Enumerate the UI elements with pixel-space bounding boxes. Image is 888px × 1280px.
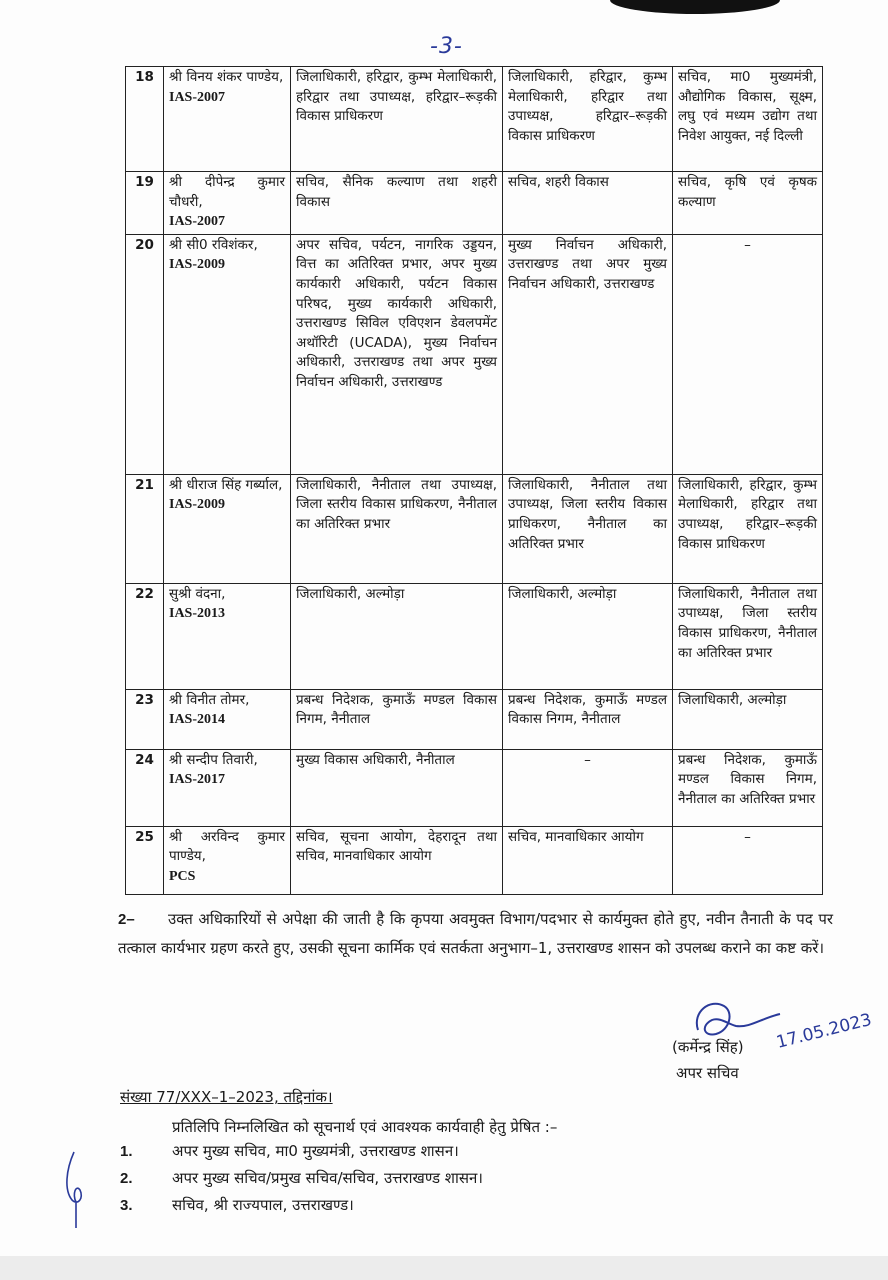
- officer-cell: [164, 234, 291, 474]
- table-row: [126, 583, 823, 689]
- table-row: [126, 234, 823, 474]
- new-post: सचिव, मा0 मुख्यमंत्री, औद्योगिक विकास, सूक्ष्म, लघु एवं मध्यम उद्योग तथा निवेश आयुक्त, नई दिल्ली: [673, 67, 823, 172]
- table-row: [126, 474, 823, 583]
- item-text: सचिव, श्री राज्यपाल, उत्तराखण्ड।: [172, 1196, 354, 1214]
- new-post: जिलाधिकारी, नैनीताल तथा उपाध्यक्ष, जिला स्तरीय विकास प्राधिकरण, नैनीताल का अतिरिक्त प्रभार: [673, 583, 823, 689]
- instruction-paragraph: [118, 905, 833, 962]
- scan-artifact: [610, 0, 780, 14]
- list-item: [120, 1192, 483, 1219]
- row-number: 25: [126, 826, 164, 894]
- transfer-table: [125, 66, 823, 895]
- current-post: सचिव, सैनिक कल्याण तथा शहरी विकास: [291, 172, 503, 235]
- officer-service: IAS-2014: [169, 712, 226, 728]
- page-number: -3-: [430, 34, 463, 59]
- current-post: जिलाधिकारी, नैनीताल तथा उपाध्यक्ष, जिला स्तरीय विकास प्राधिकरण, नैनीताल का अतिरिक्त प्रभार: [291, 474, 503, 583]
- officer-service: IAS-2017: [169, 772, 226, 788]
- officer-name: श्री अरविन्द कुमार पाण्डेय,: [169, 828, 285, 865]
- signatory-name: (कर्मेन्द्र सिंह): [672, 1038, 744, 1056]
- relieved-post: जिलाधिकारी, नैनीताल तथा उपाध्यक्ष, जिला स्तरीय विकास प्राधिकरण, नैनीताल का अतिरिक्त प्रभार: [503, 474, 673, 583]
- reference-number: संख्या 77/XXX–1–2023, तद्दिनांक।: [120, 1088, 333, 1106]
- officer-service: IAS-2007: [169, 89, 226, 105]
- officer-service: PCS: [169, 868, 196, 884]
- table-row: [126, 826, 823, 894]
- row-number: 20: [126, 234, 164, 474]
- officer-cell: [164, 749, 291, 826]
- row-number: 23: [126, 689, 164, 749]
- table-row: [126, 67, 823, 172]
- relieved-post: –: [503, 749, 673, 826]
- item-number: 3.: [120, 1197, 133, 1214]
- officer-name: श्री विनय शंकर पाण्डेय,: [169, 69, 284, 85]
- signature-date: 17.05.2023: [774, 1009, 874, 1053]
- copy-list: [120, 1138, 483, 1219]
- item-number: 1.: [120, 1143, 133, 1160]
- relieved-post: मुख्य निर्वाचन अधिकारी, उत्तराखण्ड तथा अपर मुख्य निर्वाचन अधिकारी, उत्तराखण्ड: [503, 234, 673, 474]
- row-number: 18: [126, 67, 164, 172]
- officer-cell: [164, 172, 291, 235]
- table-row: [126, 689, 823, 749]
- relieved-post: सचिव, शहरी विकास: [503, 172, 673, 235]
- list-item: [120, 1138, 483, 1165]
- officer-service: IAS-2009: [169, 497, 226, 513]
- row-number: 22: [126, 583, 164, 689]
- new-post: –: [673, 234, 823, 474]
- item-text: अपर मुख्य सचिव, मा0 मुख्यमंत्री, उत्तराखण्ड शासन।: [172, 1142, 459, 1160]
- officer-service: IAS-2009: [169, 257, 226, 273]
- paragraph-number: 2–: [118, 911, 135, 928]
- table-row: [126, 172, 823, 235]
- officer-name: सुश्री वंदना,: [169, 585, 226, 602]
- item-text: अपर मुख्य सचिव/प्रमुख सचिव/सचिव, उत्तराखण्ड शासन।: [172, 1169, 483, 1187]
- new-post: –: [673, 826, 823, 894]
- officer-cell: [164, 583, 291, 689]
- table-row: [126, 749, 823, 826]
- officer-name: श्री धीराज सिंह गर्ब्याल,: [169, 476, 283, 493]
- current-post: सचिव, सूचना आयोग, देहरादून तथा सचिव, मानवाधिकार आयोग: [291, 826, 503, 894]
- new-post: जिलाधिकारी, हरिद्वार, कुम्भ मेलाधिकारी, हरिद्वार तथा उपाध्यक्ष, हरिद्वार–रूड़की विकास प्राधिकरण: [673, 474, 823, 583]
- officer-service: IAS-2007: [169, 214, 226, 230]
- relieved-post: जिलाधिकारी, हरिद्वार, कुम्भ मेलाधिकारी, हरिद्वार तथा उपाध्यक्ष, हरिद्वार–रूड़की विकास प्राधिकरण: [503, 67, 673, 172]
- row-number: 24: [126, 749, 164, 826]
- officer-service: IAS-2013: [169, 606, 226, 622]
- current-post: अपर सचिव, पर्यटन, नागरिक उड्डयन, वित्त का अतिरिक्त प्रभार, अपर मुख्य कार्यकारी अधिकारी, पर्यटन विकास परिषद, मुख्य कार्यकारी अधिकारी, उत्तराखण्ड सिविल एविएशन डेवलपमेंट अथॉरिटी (UCADA), मुख्य निर्वाचन अधिकारी, उत्तराखण्ड तथा अपर मुख्य निर्वाचन अधिकारी, उत्तराखण्ड: [291, 234, 503, 474]
- scan-bottom-edge: [0, 1256, 888, 1280]
- current-post: मुख्य विकास अधिकारी, नैनीताल: [291, 749, 503, 826]
- relieved-post: सचिव, मानवाधिकार आयोग: [503, 826, 673, 894]
- new-post: प्रबन्ध निदेशक, कुमाऊँ मण्डल विकास निगम, नैनीताल का अतिरिक्त प्रभार: [673, 749, 823, 826]
- item-number: 2.: [120, 1170, 133, 1187]
- row-number: 19: [126, 172, 164, 235]
- list-item: [120, 1165, 483, 1192]
- current-post: जिलाधिकारी, अल्मोड़ा: [291, 583, 503, 689]
- relieved-post: प्रबन्ध निदेशक, कुमाऊँ मण्डल विकास निगम, नैनीताल: [503, 689, 673, 749]
- relieved-post: जिलाधिकारी, अल्मोड़ा: [503, 583, 673, 689]
- officer-cell: [164, 826, 291, 894]
- new-post: जिलाधिकारी, अल्मोड़ा: [673, 689, 823, 749]
- officer-cell: [164, 689, 291, 749]
- officer-cell: [164, 474, 291, 583]
- officer-name: श्री दीपेन्द्र कुमार चौधरी,: [169, 174, 285, 210]
- current-post: प्रबन्ध निदेशक, कुमाऊँ मण्डल विकास निगम, नैनीताल: [291, 689, 503, 749]
- paragraph-text: उक्त अधिकारियों से अपेक्षा की जाती है कि कृपया अवमुक्त विभाग/पदभार से कार्यमुक्त होते हुए, नवीन तैनाती के पद पर तत्काल कार्यभार ग्रहण करते हुए, उसकी सूचना कार्मिक एवं सतर्कता अनुभाग–1, उत्तराखण्ड शासन को उपलब्ध कराने का कष्ट करें।: [118, 910, 833, 957]
- initials-mark-icon: [62, 1150, 92, 1230]
- signatory-designation: अपर सचिव: [676, 1064, 739, 1082]
- new-post: सचिव, कृषि एवं कृषक कल्याण: [673, 172, 823, 235]
- copy-intro: प्रतिलिपि निम्नलिखित को सूचनार्थ एवं आवश्यक कार्यवाही हेतु प्रेषित :–: [172, 1118, 558, 1136]
- officer-name: श्री सन्दीप तिवारी,: [169, 751, 258, 768]
- row-number: 21: [126, 474, 164, 583]
- current-post: जिलाधिकारी, हरिद्वार, कुम्भ मेलाधिकारी, हरिद्वार तथा उपाध्यक्ष, हरिद्वार–रूड़की विकास प्राधिकरण: [291, 67, 503, 172]
- officer-name: श्री सी0 रविशंकर,: [169, 236, 258, 253]
- officer-cell: [164, 67, 291, 172]
- officer-name: श्री विनीत तोमर,: [169, 691, 250, 708]
